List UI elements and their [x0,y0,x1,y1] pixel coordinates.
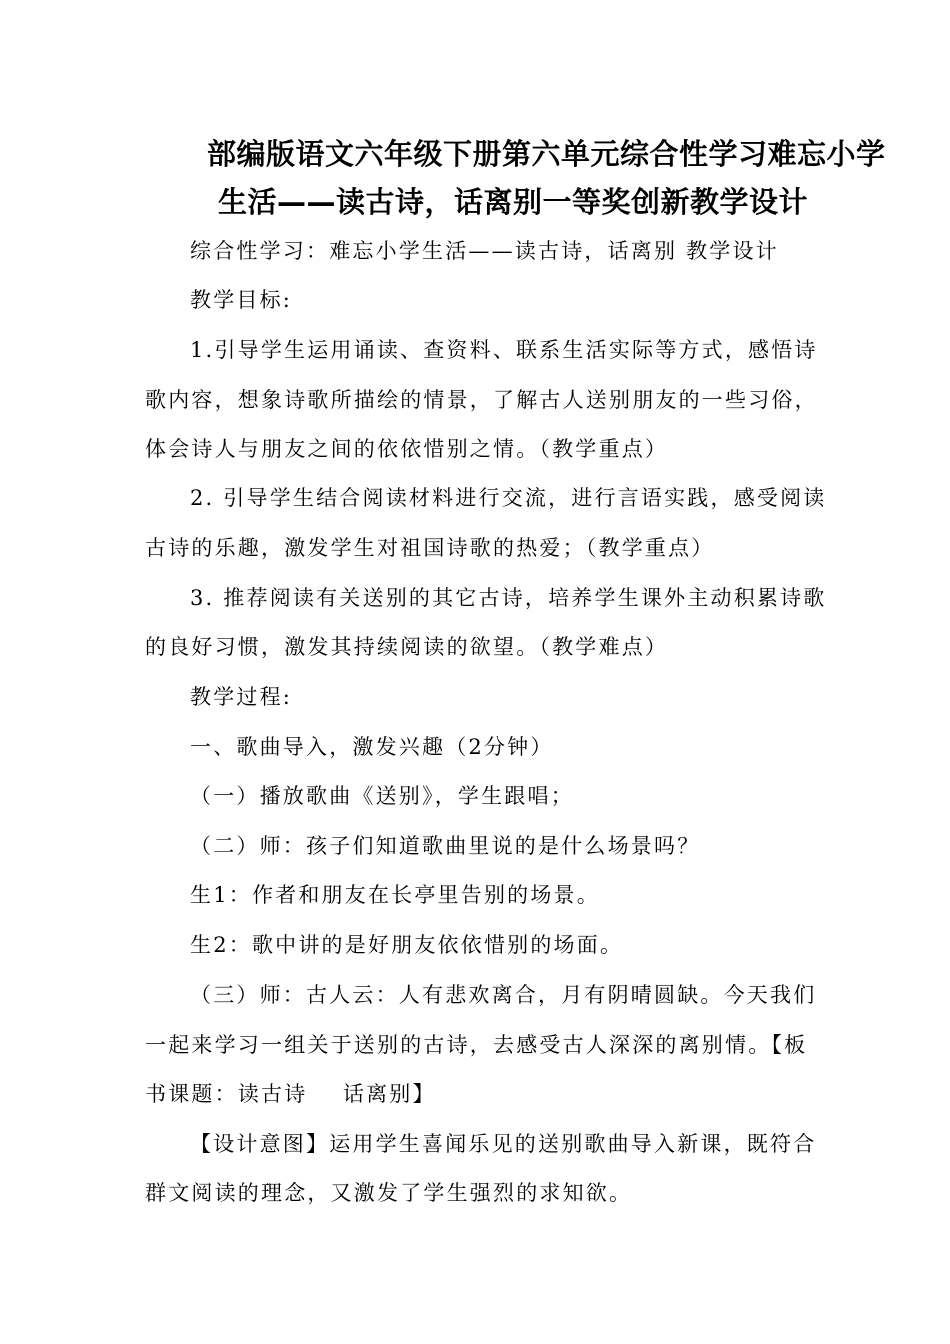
goal-1-line-1: 1.引导学生运用诵读、查资料、联系生活实际等方式，感悟诗 [190,338,818,362]
step-1: （一）播放歌曲《送别》，学生跟唱； [190,784,574,808]
goals-heading: 教学目标: [190,288,293,312]
document-title-line-1: 部编版语文六年级下册第六单元综合性学习难忘小学 [207,137,886,171]
step-3-line-2: 一起来学习一组关于送别的古诗，去感受古人深深的离别情。【板 [145,1033,808,1057]
step-3-line-3: 书课题：读古诗 话离别】 [145,1082,436,1106]
document-title-line-2: 生活——读古诗，话离别一等奖创新教学设计 [218,185,809,219]
process-heading: 教学过程: [190,685,293,709]
student-answer-1: 生1：作者和朋友在长亭里告别的场景。 [190,883,600,907]
section-1-heading: 一、歌曲导入，激发兴趣（2分钟） [190,735,554,759]
goal-3-line-2: 的良好习惯，激发其持续阅读的欲望。（教学难点） [145,635,669,659]
goal-2-line-2: 古诗的乐趣，激发学生对祖国诗歌的热爱；（教学重点） [145,536,715,560]
document-subtitle: 综合性学习：难忘小学生活——读古诗，话离别 教学设计 [190,239,779,263]
design-intent-line-1: 【设计意图】运用学生喜闻乐见的送别歌曲导入新课，既符合 [190,1132,817,1156]
goal-2-line-1: 2. 引导学生结合阅读材料进行交流，进行言语实践，感受阅读 [190,486,827,510]
step-2: （二）师：孩子们知道歌曲里说的是什么场景吗？ [190,834,701,858]
design-intent-line-2: 群文阅读的理念，又激发了学生强烈的求知欲。 [145,1181,633,1205]
student-answer-2: 生2：歌中讲的是好朋友依依惜别的场面。 [190,933,624,957]
goal-3-line-1: 3. 推荐阅读有关送别的其它古诗，培养学生课外主动积累诗歌 [190,586,827,610]
goal-1-line-2: 歌内容，想象诗歌所描绘的情景，了解古人送别朋友的一些习俗， [145,388,818,412]
goal-1-line-3: 体会诗人与朋友之间的依依惜别之情。（教学重点） [145,437,669,461]
step-3-line-1: （三）师：古人云：人有悲欢离合，月有阴晴圆缺。今天我们 [190,983,817,1007]
